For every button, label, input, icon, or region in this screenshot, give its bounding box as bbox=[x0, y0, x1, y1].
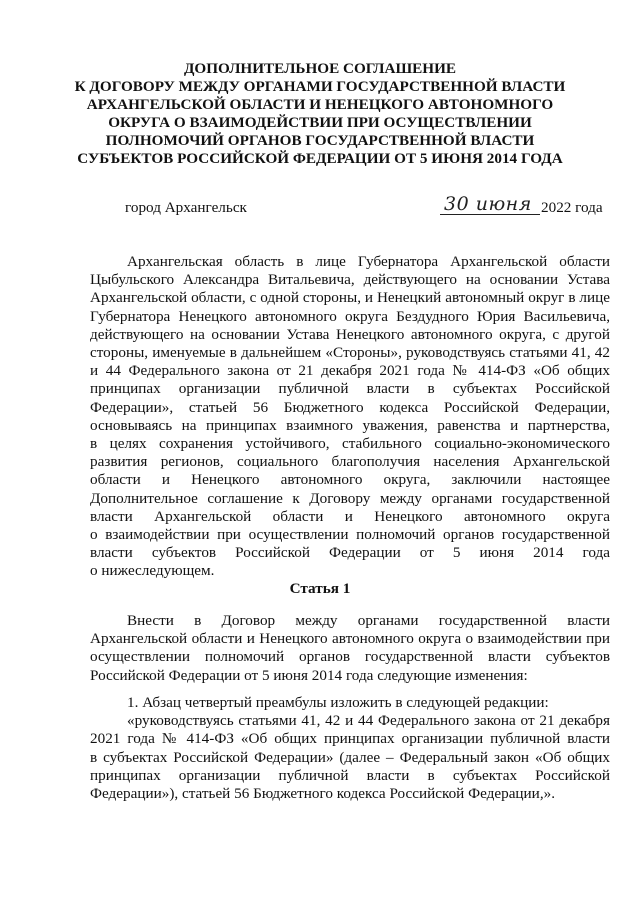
document-title bbox=[60, 60, 580, 168]
item-1-paragraph bbox=[90, 694, 610, 803]
text-line: стороны, именуемые в дальнейшем «Стороны», руководствуясь статьями 41, 42 bbox=[90, 344, 610, 362]
text-line: «руководствуясь статьями 41, 42 и 44 Федерального закона от 21 декабря bbox=[127, 712, 610, 730]
signing-date bbox=[440, 193, 610, 219]
title-line: ПОЛНОМОЧИЙ ОРГАНОВ ГОСУДАРСТВЕННОЙ ВЛАСТИ bbox=[105, 132, 535, 149]
text-line: о нижеследующем. bbox=[90, 562, 215, 580]
article-heading: Статья 1 bbox=[289, 580, 351, 597]
text-line: Дополнительное соглашение к Договору между органами государственной bbox=[90, 489, 610, 507]
handwritten-date: 30 июня bbox=[444, 193, 532, 215]
text-line: и 44 Федерального закона от 21 декабря 2021 года № 414-ФЗ «Об общих bbox=[90, 362, 610, 380]
date-year: 2022 года bbox=[541, 199, 603, 216]
text-line: осуществлении полномочий органов государственной власти субъектов bbox=[90, 648, 610, 666]
text-line: принципах организации публичной власти в субъектах Российской bbox=[90, 766, 610, 784]
title-line: ДОПОЛНИТЕЛЬНОЕ СОГЛАШЕНИЕ bbox=[183, 60, 457, 77]
article-intro-paragraph bbox=[90, 612, 610, 685]
title-line: ОКРУГА О ВЗАИМОДЕЙСТВИИ ПРИ ОСУЩЕСТВЛЕНИИ bbox=[108, 114, 532, 131]
text-line: Внести в Договор между органами государственной власти bbox=[127, 612, 610, 629]
text-line: Цыбульского Александра Витальевича, действующего на основании Устава bbox=[90, 271, 610, 289]
text-line: области и Ненецкого автономного округа, заключили настоящее bbox=[90, 471, 610, 489]
text-line: принципах организации публичной власти в субъектах Российской bbox=[90, 380, 610, 398]
text-line: о взаимодействии при осуществлении полномочий органов государственной bbox=[90, 526, 610, 544]
text-line: в целях сохранения устойчивого, стабильного социально-экономического bbox=[90, 435, 610, 453]
title-line: СУБЪЕКТОВ РОССИЙСКОЙ ФЕДЕРАЦИИ ОТ 5 ИЮНЯ 2014 ГОДА bbox=[77, 150, 563, 167]
city-label: город Архангельск bbox=[125, 199, 247, 216]
text-line: действующего на основании Устава Ненецкого автономного округа, с другой bbox=[90, 325, 610, 343]
text-line: власти Архангельской области и Ненецкого автономного округа bbox=[90, 507, 610, 525]
text-line: 2021 года № 414-ФЗ «Об общих принципах организации публичной власти bbox=[90, 730, 610, 748]
text-line: власти субъектов Российской Федерации от 5 июня 2014 года bbox=[90, 544, 610, 562]
text-line: Российской Федерации от 5 июня 2014 года следующие изменения: bbox=[90, 666, 528, 684]
text-line: Архангельской области, с одной стороны, и Ненецкий автономный округ в лице bbox=[90, 289, 610, 307]
preamble-paragraph bbox=[90, 253, 610, 581]
text-line: Архангельская область в лице Губернатора Архангельской области bbox=[127, 253, 610, 270]
text-line: Губернатора Ненецкого автономного округа Бездудного Юрия Васильевича, bbox=[90, 307, 610, 325]
text-line: в субъектах Российской Федерации» (далее – Федеральный закон «Об общих bbox=[90, 748, 610, 766]
text-line: 1. Абзац четвертый преамбулы изложить в следующей редакции: bbox=[127, 694, 549, 711]
title-line: АРХАНГЕЛЬСКОЙ ОБЛАСТИ И НЕНЕЦКОГО АВТОНОМНОГО bbox=[86, 96, 554, 113]
text-line: Федерации»), статьей 56 Бюджетного кодекса Российской Федерации,». bbox=[90, 785, 556, 803]
date-underline bbox=[440, 214, 540, 215]
text-line: Федерации», статьей 56 Бюджетного кодекса Российской Федерации, bbox=[90, 398, 610, 416]
text-line: развития регионов, социального благополучия населения Архангельской bbox=[90, 453, 610, 471]
text-line: Архангельской области и Ненецкого автономного округа о взаимодействии при bbox=[90, 630, 610, 648]
title-line: К ДОГОВОРУ МЕЖДУ ОРГАНАМИ ГОСУДАРСТВЕННОЙ ВЛАСТИ bbox=[74, 78, 566, 95]
text-line: основываясь на принципах взаимного уважения, равенства и партнерства, bbox=[90, 416, 610, 434]
